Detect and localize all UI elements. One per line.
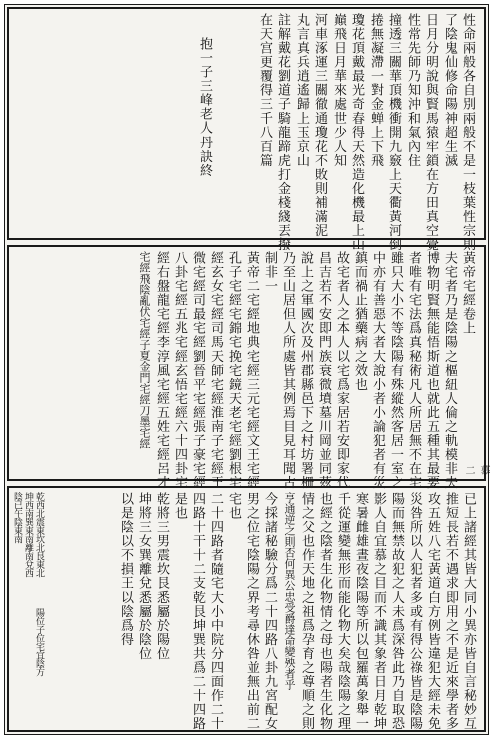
text-column: 已上諸經其皆大同小異亦皆自言秘妙互 bbox=[461, 492, 476, 731]
text-column: 鎮而禍止猶藥病之效也 bbox=[352, 251, 367, 392]
text-column: 災咎所以人犯者多或有得公祿皆是陰陽 bbox=[407, 492, 422, 731]
text-column: 乃至山居但人所處皆其例焉目見耳聞古 bbox=[280, 251, 295, 490]
text-column: 在天宫更覆得三千八百篇 bbox=[257, 13, 272, 168]
text-column: 博物明賢無能悟斯道也就此五種其最要 bbox=[424, 251, 439, 490]
text-column: 黃帝二宅經地典宅經三元宅經文王宅經 bbox=[244, 251, 259, 490]
text-column: 今採諸秘驗分爲二十四路八卦九宮配女 bbox=[262, 492, 277, 731]
text-column: 故宅者人之本人以宅爲家居若安即家代 bbox=[334, 251, 349, 490]
text-column: 男之位宅陰陽之界考尋休咎並無出前二 bbox=[244, 492, 259, 731]
panel-middle bbox=[7, 245, 489, 490]
text-column: 也經之陰者生化物情之母也陽者生化物 bbox=[317, 492, 332, 731]
annotation-note: 陰已午陰東南 bbox=[12, 492, 22, 543]
text-column: 影人自宜慕之目而不識其象者日月乾坤 bbox=[371, 492, 386, 731]
text-column: 四路十干十二支乾艮坤巽共爲二十四路 bbox=[190, 492, 205, 731]
text-column: 宅也 bbox=[226, 492, 241, 521]
text-column: 性常先師乃知沖和氣內住 bbox=[405, 13, 420, 168]
text-column: 宅經飛陰亂伏宅經子夏金門宅經刀墨宅經 bbox=[138, 251, 151, 449]
text-column: 情之父也作天地之祖爲孕育之尊順之則 bbox=[299, 492, 314, 731]
text-column: 二十四路者隨宅大小中院分四面作二十 bbox=[208, 492, 223, 731]
text-column: 是也 bbox=[172, 492, 187, 521]
text-column: 昌吉若不安即門族衰微墳墓川岡並同茲 bbox=[316, 251, 331, 490]
text-column: 註解戴花劉道子騎龍蹄虎打金棧綫丟撥 bbox=[275, 13, 290, 252]
text-column: 日月分明說與賢馬猿牢鎖在方田真空覺 bbox=[423, 13, 438, 252]
text-column: 坤將三女巽離兌悉屬於陰位 bbox=[136, 492, 151, 661]
text-column: 撞透三關華頂機衝開九竅上天衢黃河倒 bbox=[386, 13, 401, 252]
text-column: 者唯有宅法爲真秘術凡人所居無不在宅 bbox=[406, 251, 421, 490]
annotation-note: 乾西北震東坎北艮東北 bbox=[34, 492, 44, 577]
scripture-title: 黃帝宅經卷上 bbox=[460, 251, 475, 336]
text-column: 雖只大小不等陰陽有殊縱然客居一室之 bbox=[388, 251, 403, 490]
text-column: 夫宅者乃是陰陽之樞紐人倫之軌模非夫 bbox=[442, 251, 457, 490]
annotation-note: 陽位子位宅宜陰方 bbox=[34, 608, 44, 676]
text-column: 河車涿運三關徹通瓊花不敗則補滿泥 bbox=[312, 13, 327, 238]
text-column: 捲無凝滯一對金蝉上下飛 bbox=[368, 13, 383, 168]
text-column: 八卦宅經五兆宅經玄悟宅經六十四卦宅 bbox=[172, 251, 187, 490]
panel-top bbox=[7, 7, 486, 252]
folio-number: 慕二 bbox=[463, 465, 489, 476]
colophon: 抱一子三峰老人丹訣終 bbox=[197, 37, 212, 178]
text-column: 丸言真兵逍遙歸上玉京山 bbox=[294, 13, 309, 168]
text-column: 巔飛日月華來處世少人知 bbox=[331, 13, 346, 168]
text-column: 性命兩般各自別兩般不是一枝葉性宗則 bbox=[460, 13, 475, 252]
text-column: 說上之軍國次及州郡縣邑下之村坊署柵 bbox=[298, 251, 313, 490]
text-column: 攻五姓八宅黃道白方例皆違犯大經未免 bbox=[425, 492, 440, 731]
annotation-note: 坤西南巽東南離南兌西 bbox=[23, 492, 33, 577]
text-column: 乾將三男震坎艮悉屬於陽位 bbox=[154, 492, 169, 661]
text-column: 以是陰以不損王以陰爲得 bbox=[118, 492, 133, 647]
text-column: 亨通逆之則否何異公忠受爵達命變殃者乎 bbox=[283, 492, 296, 690]
text-column: 瓊花頂戴最光奇春得天然造化機最上山 bbox=[349, 13, 364, 252]
text-column: 微宅經司最宅經劉晉平宅經張子豪宅經 bbox=[190, 251, 205, 490]
panel-bottom bbox=[7, 486, 486, 732]
text-column: 經右盤龍宅經李淳風宅經五姓宅經呂才 bbox=[154, 251, 169, 490]
text-column: 制非一 bbox=[262, 251, 277, 294]
text-column: 了陰鬼仙修命陽神超生滅 bbox=[442, 13, 457, 168]
text-column: 推短長若不遇求即用之不是近來學者多 bbox=[443, 492, 458, 731]
text-column: 陽而無禁故犯之人未爲深咎此乃自取恐 bbox=[389, 492, 404, 731]
text-column: 寒暑雌雄晝夜陰陽等所以包羅萬象舉一 bbox=[353, 492, 368, 731]
scripture-page bbox=[4, 4, 489, 735]
text-column: 孔子宅經宅錦宅挽宅鏡天老宅經劉根宅 bbox=[226, 251, 241, 490]
text-column: 經玄女宅經司馬天師宅經淮南子宅經王 bbox=[208, 251, 223, 490]
text-column: 千從運變無形而能化物大矣哉陰陽之理 bbox=[335, 492, 350, 731]
text-column: 中亦有善惡大者大說小者小論犯者有災 bbox=[370, 251, 385, 490]
